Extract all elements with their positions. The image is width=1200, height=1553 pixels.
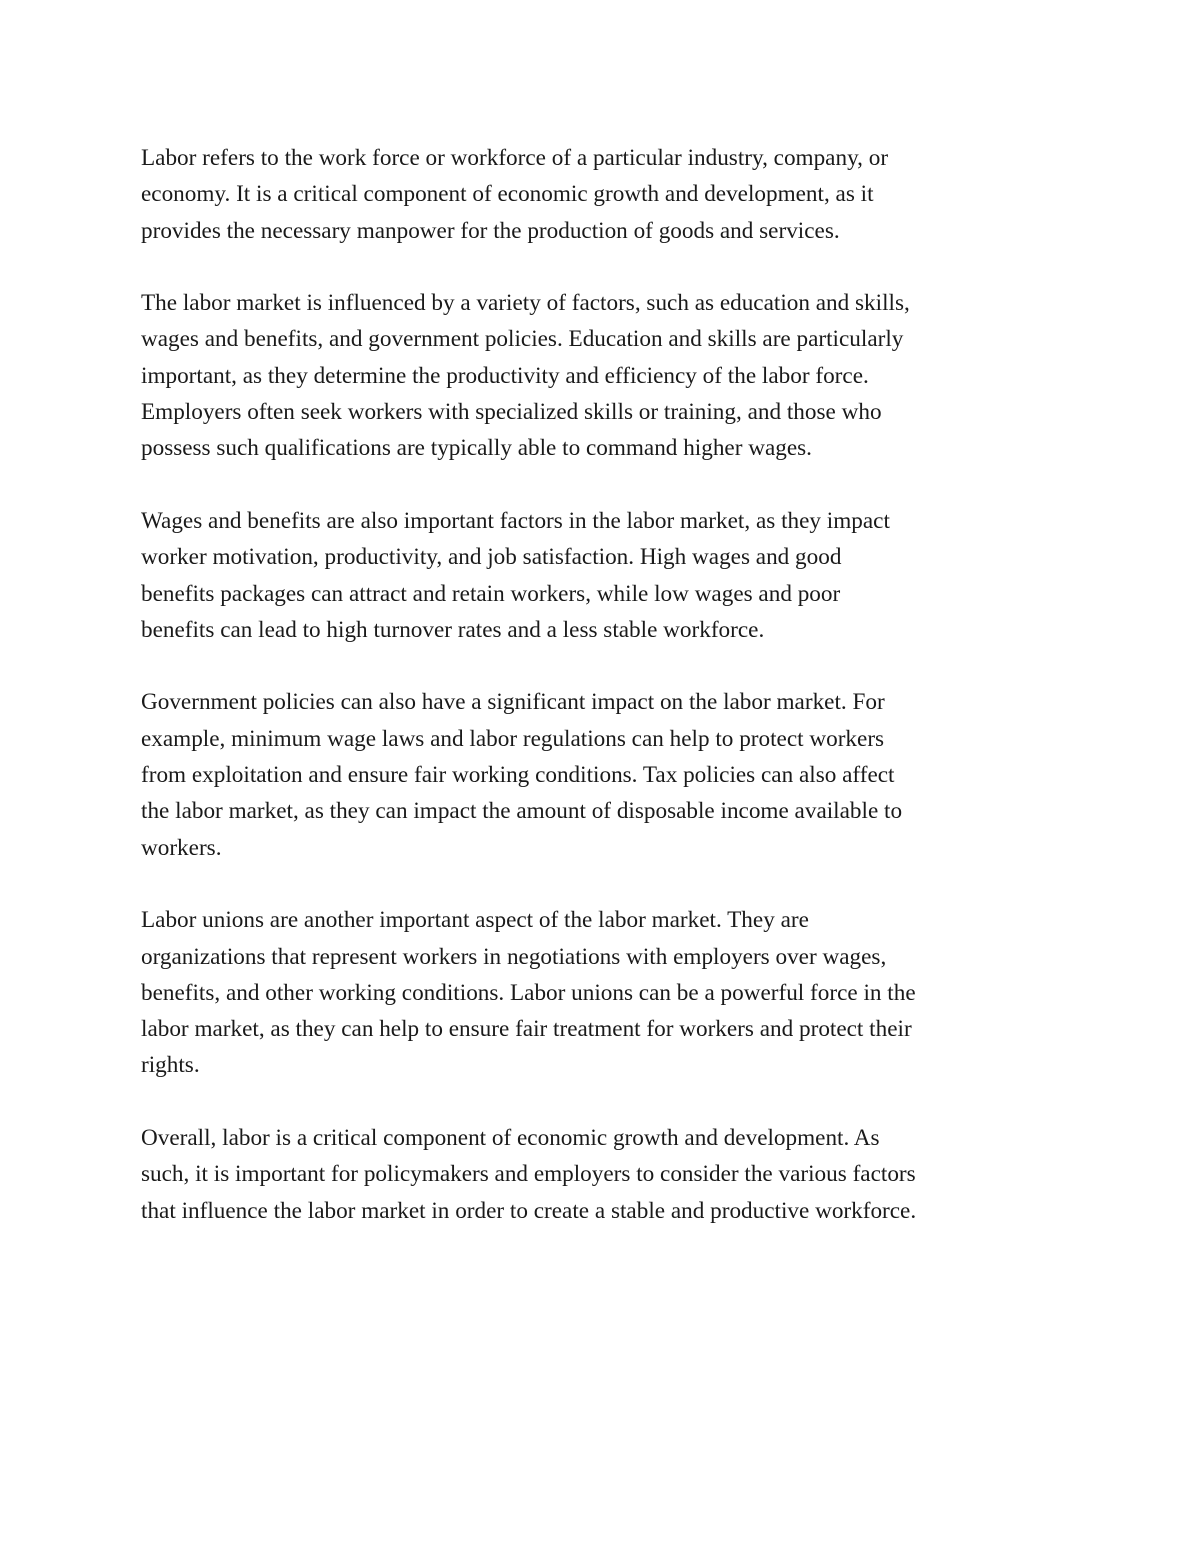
text-line: benefits packages can attract and retain workers, while low wages and poor xyxy=(141,580,841,607)
paragraph xyxy=(141,285,1071,466)
text-line: labor market, as they can help to ensure fair treatment for workers and protect their xyxy=(141,1016,912,1043)
text-line: Government policies can also have a significant impact on the labor market. For xyxy=(141,689,885,716)
paragraph xyxy=(141,902,1071,1083)
text-line: workers. xyxy=(141,834,222,861)
text-line: provides the necessary manpower for the production of goods and services. xyxy=(141,217,840,244)
text-line: Wages and benefits are also important factors in the labor market, as they impact xyxy=(141,507,890,534)
text-line: such, it is important for policymakers and employers to consider the various factors xyxy=(141,1161,916,1188)
text-line: The labor market is influenced by a variety of factors, such as education and skills, xyxy=(141,290,910,317)
text-line: organizations that represent workers in negotiations with employers over wages, xyxy=(141,943,887,970)
text-line: worker motivation, productivity, and job satisfaction. High wages and good xyxy=(141,544,842,571)
text-line: Labor unions are another important aspect of the labor market. They are xyxy=(141,907,809,934)
text-line: Overall, labor is a critical component of economic growth and development. As xyxy=(141,1125,880,1152)
text-line: rights. xyxy=(141,1052,200,1079)
text-line: economy. It is a critical component of economic growth and development, as it xyxy=(141,181,874,208)
text-line: benefits can lead to high turnover rates and a less stable workforce. xyxy=(141,616,765,643)
paragraph xyxy=(141,140,1071,249)
text-line: Labor refers to the work force or workforce of a particular industry, company, or xyxy=(141,145,889,171)
text-line: wages and benefits, and government policies. Education and skills are particularly xyxy=(141,326,904,353)
text-line: the labor market, as they can impact the amount of disposable income available to xyxy=(141,798,903,825)
text-line: possess such qualifications are typically able to command higher wages. xyxy=(141,435,812,462)
document-body xyxy=(141,140,1071,1229)
text-line: example, minimum wage laws and labor regulations can help to protect workers xyxy=(141,725,885,752)
text-line: Employers often seek workers with specialized skills or training, and those who xyxy=(141,399,882,426)
paragraph xyxy=(141,503,1071,648)
paragraph xyxy=(141,684,1071,865)
text-line: that influence the labor market in order to create a stable and productive workforce. xyxy=(141,1197,917,1224)
text-line: important, as they determine the productivity and efficiency of the labor force. xyxy=(141,362,869,389)
text-line: from exploitation and ensure fair working conditions. Tax policies can also affect xyxy=(141,762,895,789)
paragraph xyxy=(141,1120,1071,1229)
text-line: benefits, and other working conditions. Labor unions can be a powerful force in the xyxy=(141,979,916,1006)
